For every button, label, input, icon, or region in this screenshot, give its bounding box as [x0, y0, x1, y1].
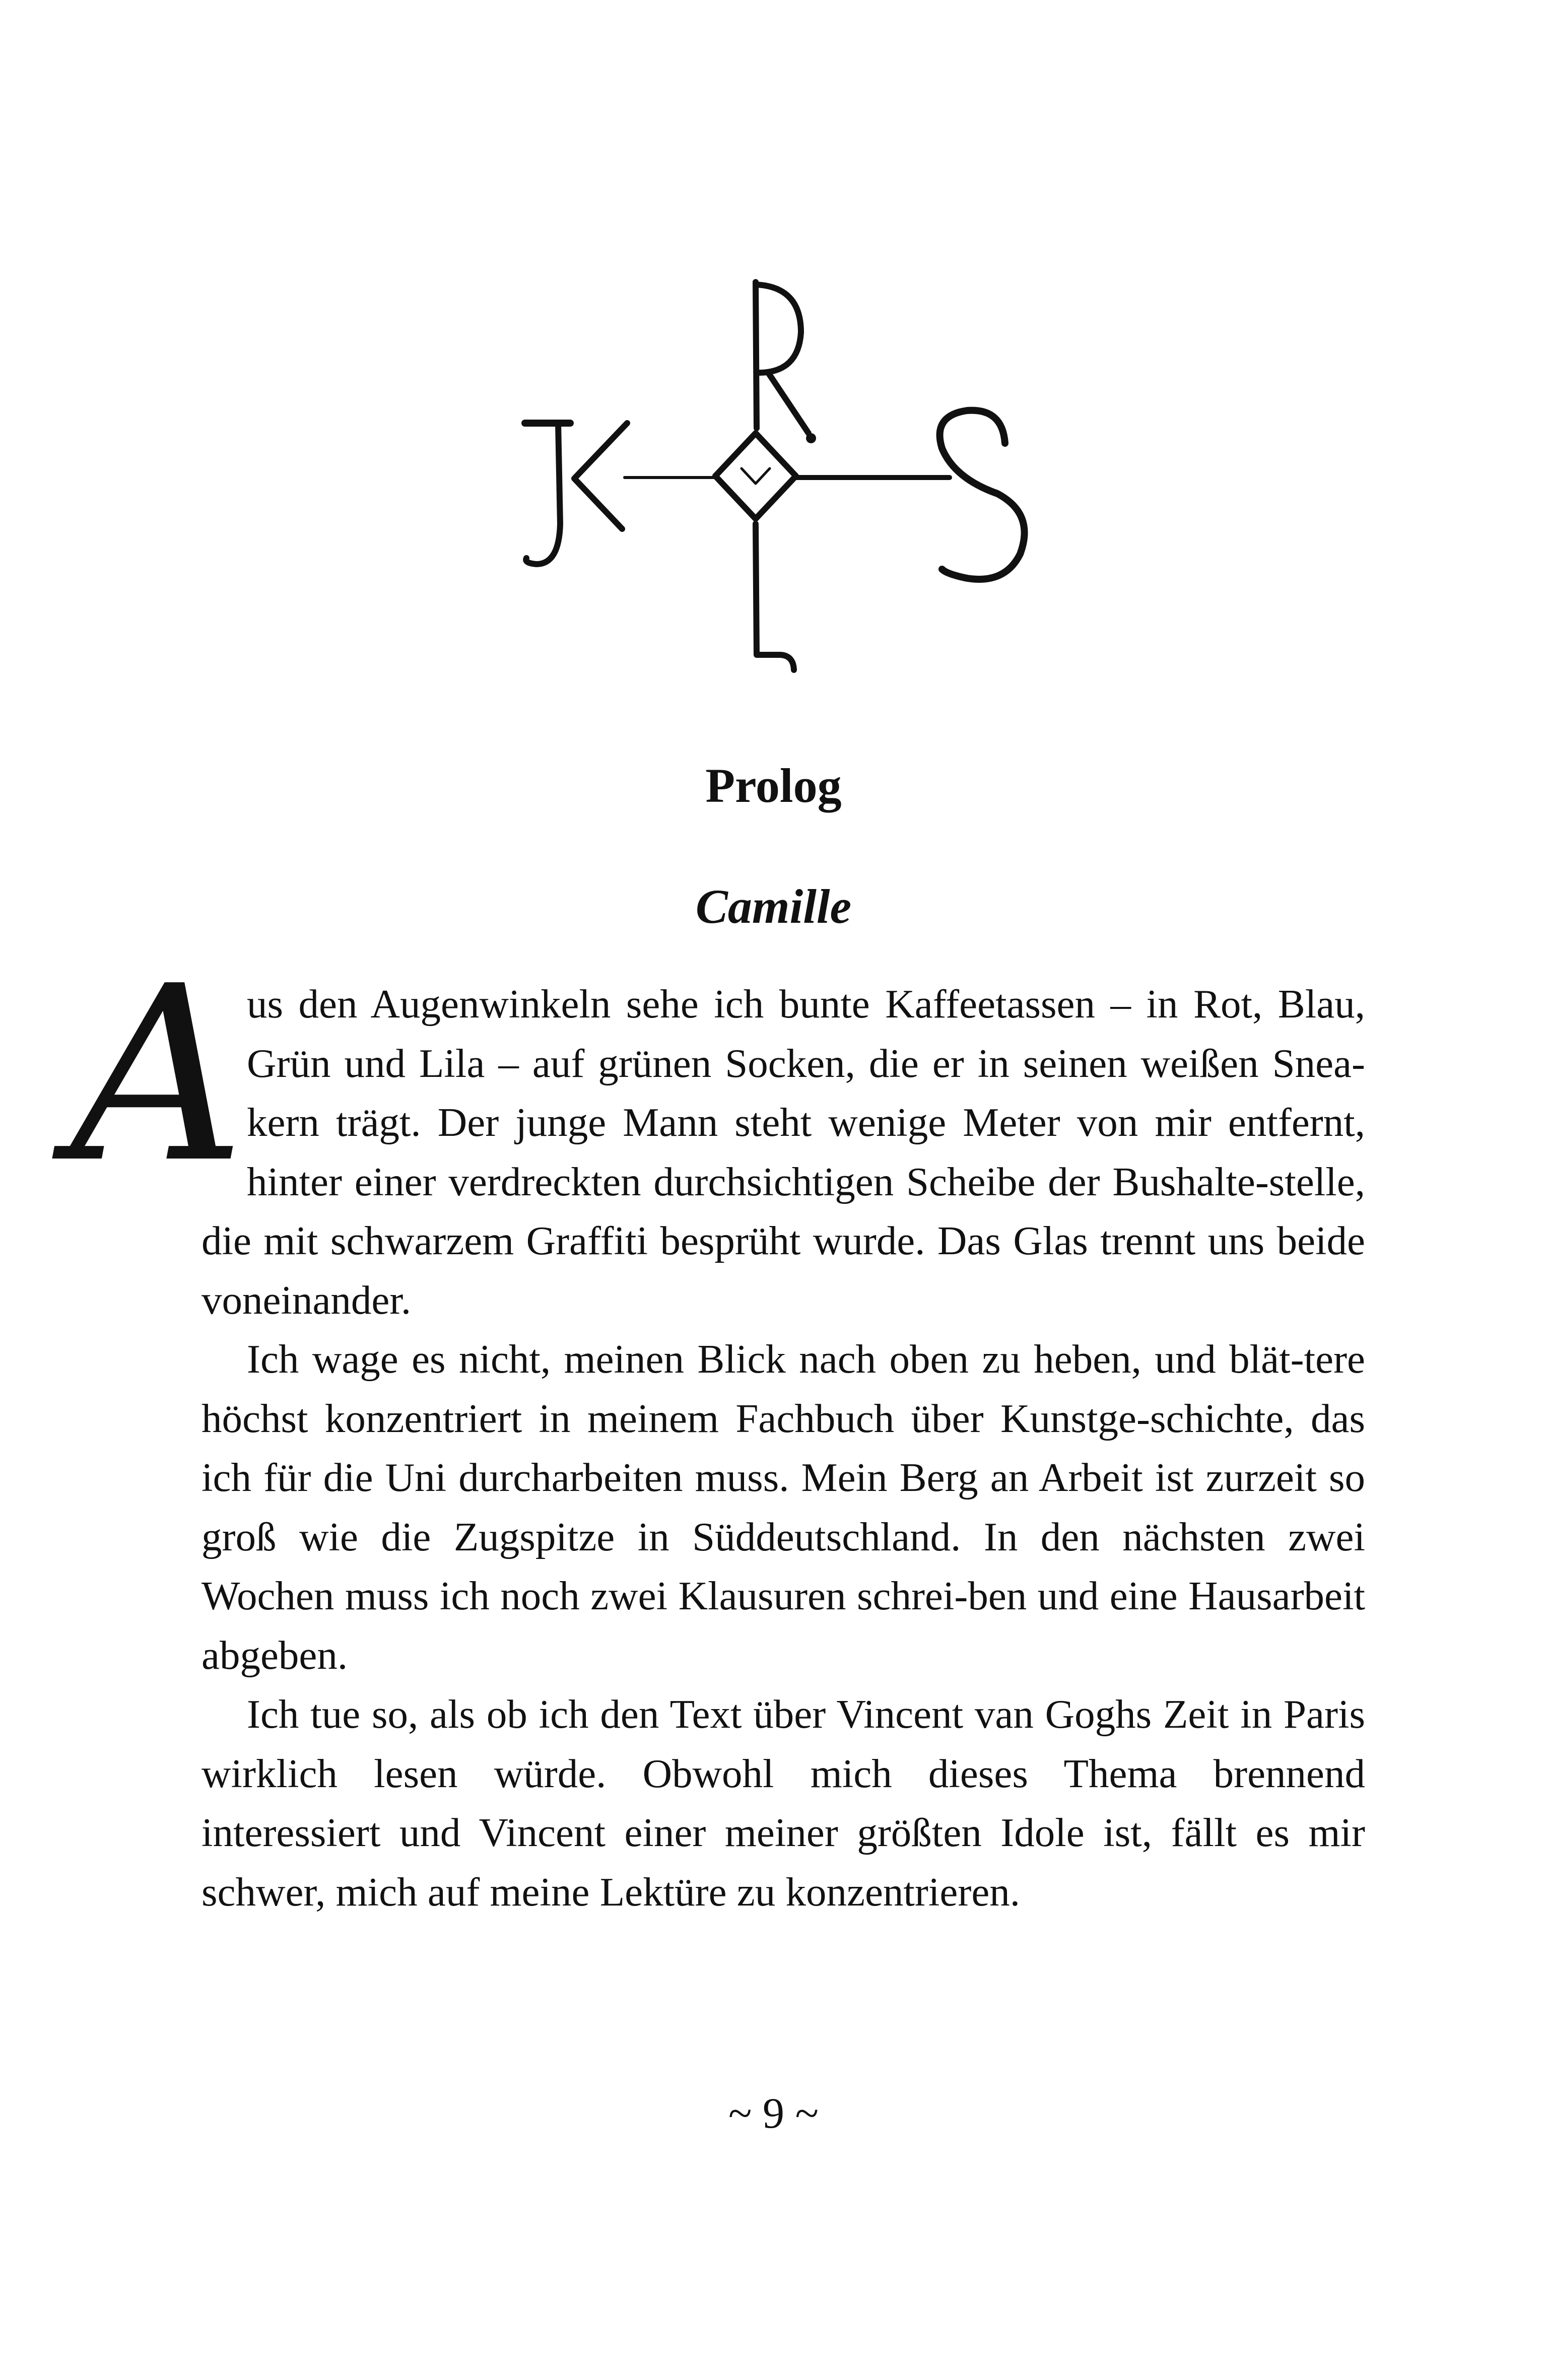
emblem-diamond-inner — [742, 468, 770, 484]
chapter-narrator: Camille — [695, 879, 852, 933]
emblem-l — [756, 524, 794, 670]
drop-cap: A — [71, 934, 245, 1216]
page-number: ~ 9 ~ — [728, 2089, 819, 2137]
paragraph — [71, 934, 1365, 1330]
emblem-s — [940, 411, 1025, 579]
emblem-k-arms — [574, 423, 627, 529]
body-text — [71, 934, 1365, 1922]
paragraph-text: Ich wage es nicht, meinen Blick nach oben zu heben, und blät-tere höchst konzentriert in meinem Fachbuch über Kunstge-schichte, das ich für die Uni durcharbeiten muss. Mein Berg an Arbeit ist zurzeit so groß wie die Zugspitze in Süddeutschland. In den nächsten zwei Wochen muss ich noch zwei Klausuren schrei-ben und eine Hausarbeit abgeben. — [201, 1336, 1365, 1678]
monogram-emblem — [514, 272, 1043, 690]
chapter-title: Prolog — [705, 759, 842, 812]
emblem-k-stem — [526, 423, 560, 564]
emblem-r-stem — [756, 282, 757, 428]
paragraph — [201, 1685, 1365, 1922]
emblem-r-leg — [768, 373, 809, 433]
paragraph — [201, 1330, 1365, 1685]
paragraph-text: us den Augenwinkeln sehe ich bunte Kaffeetassen – in Rot, Blau, Grün und Lila – auf grünen Socken, die er in seinen weißen Snea-kern trägt. Der junge Mann steht wenige Meter von mir entfernt, hinter einer verdreckten durchsichtigen Scheibe der Bushalte-stelle, die mit schwarzem Graffiti besprüht wurde. Das Glas trennt uns beide voneinander. — [201, 981, 1365, 1323]
paragraph-text: Ich tue so, als ob ich den Text über Vincent van Goghs Zeit in Paris wirklich lesen würde. Obwohl mich dieses Thema brennend interessiert und Vincent einer meiner größten Idole ist, fällt es mir schwer, mich auf meine Lektüre zu konzentrieren. — [201, 1691, 1365, 1915]
emblem-diamond — [715, 433, 796, 519]
emblem-r-bowl — [757, 285, 801, 373]
